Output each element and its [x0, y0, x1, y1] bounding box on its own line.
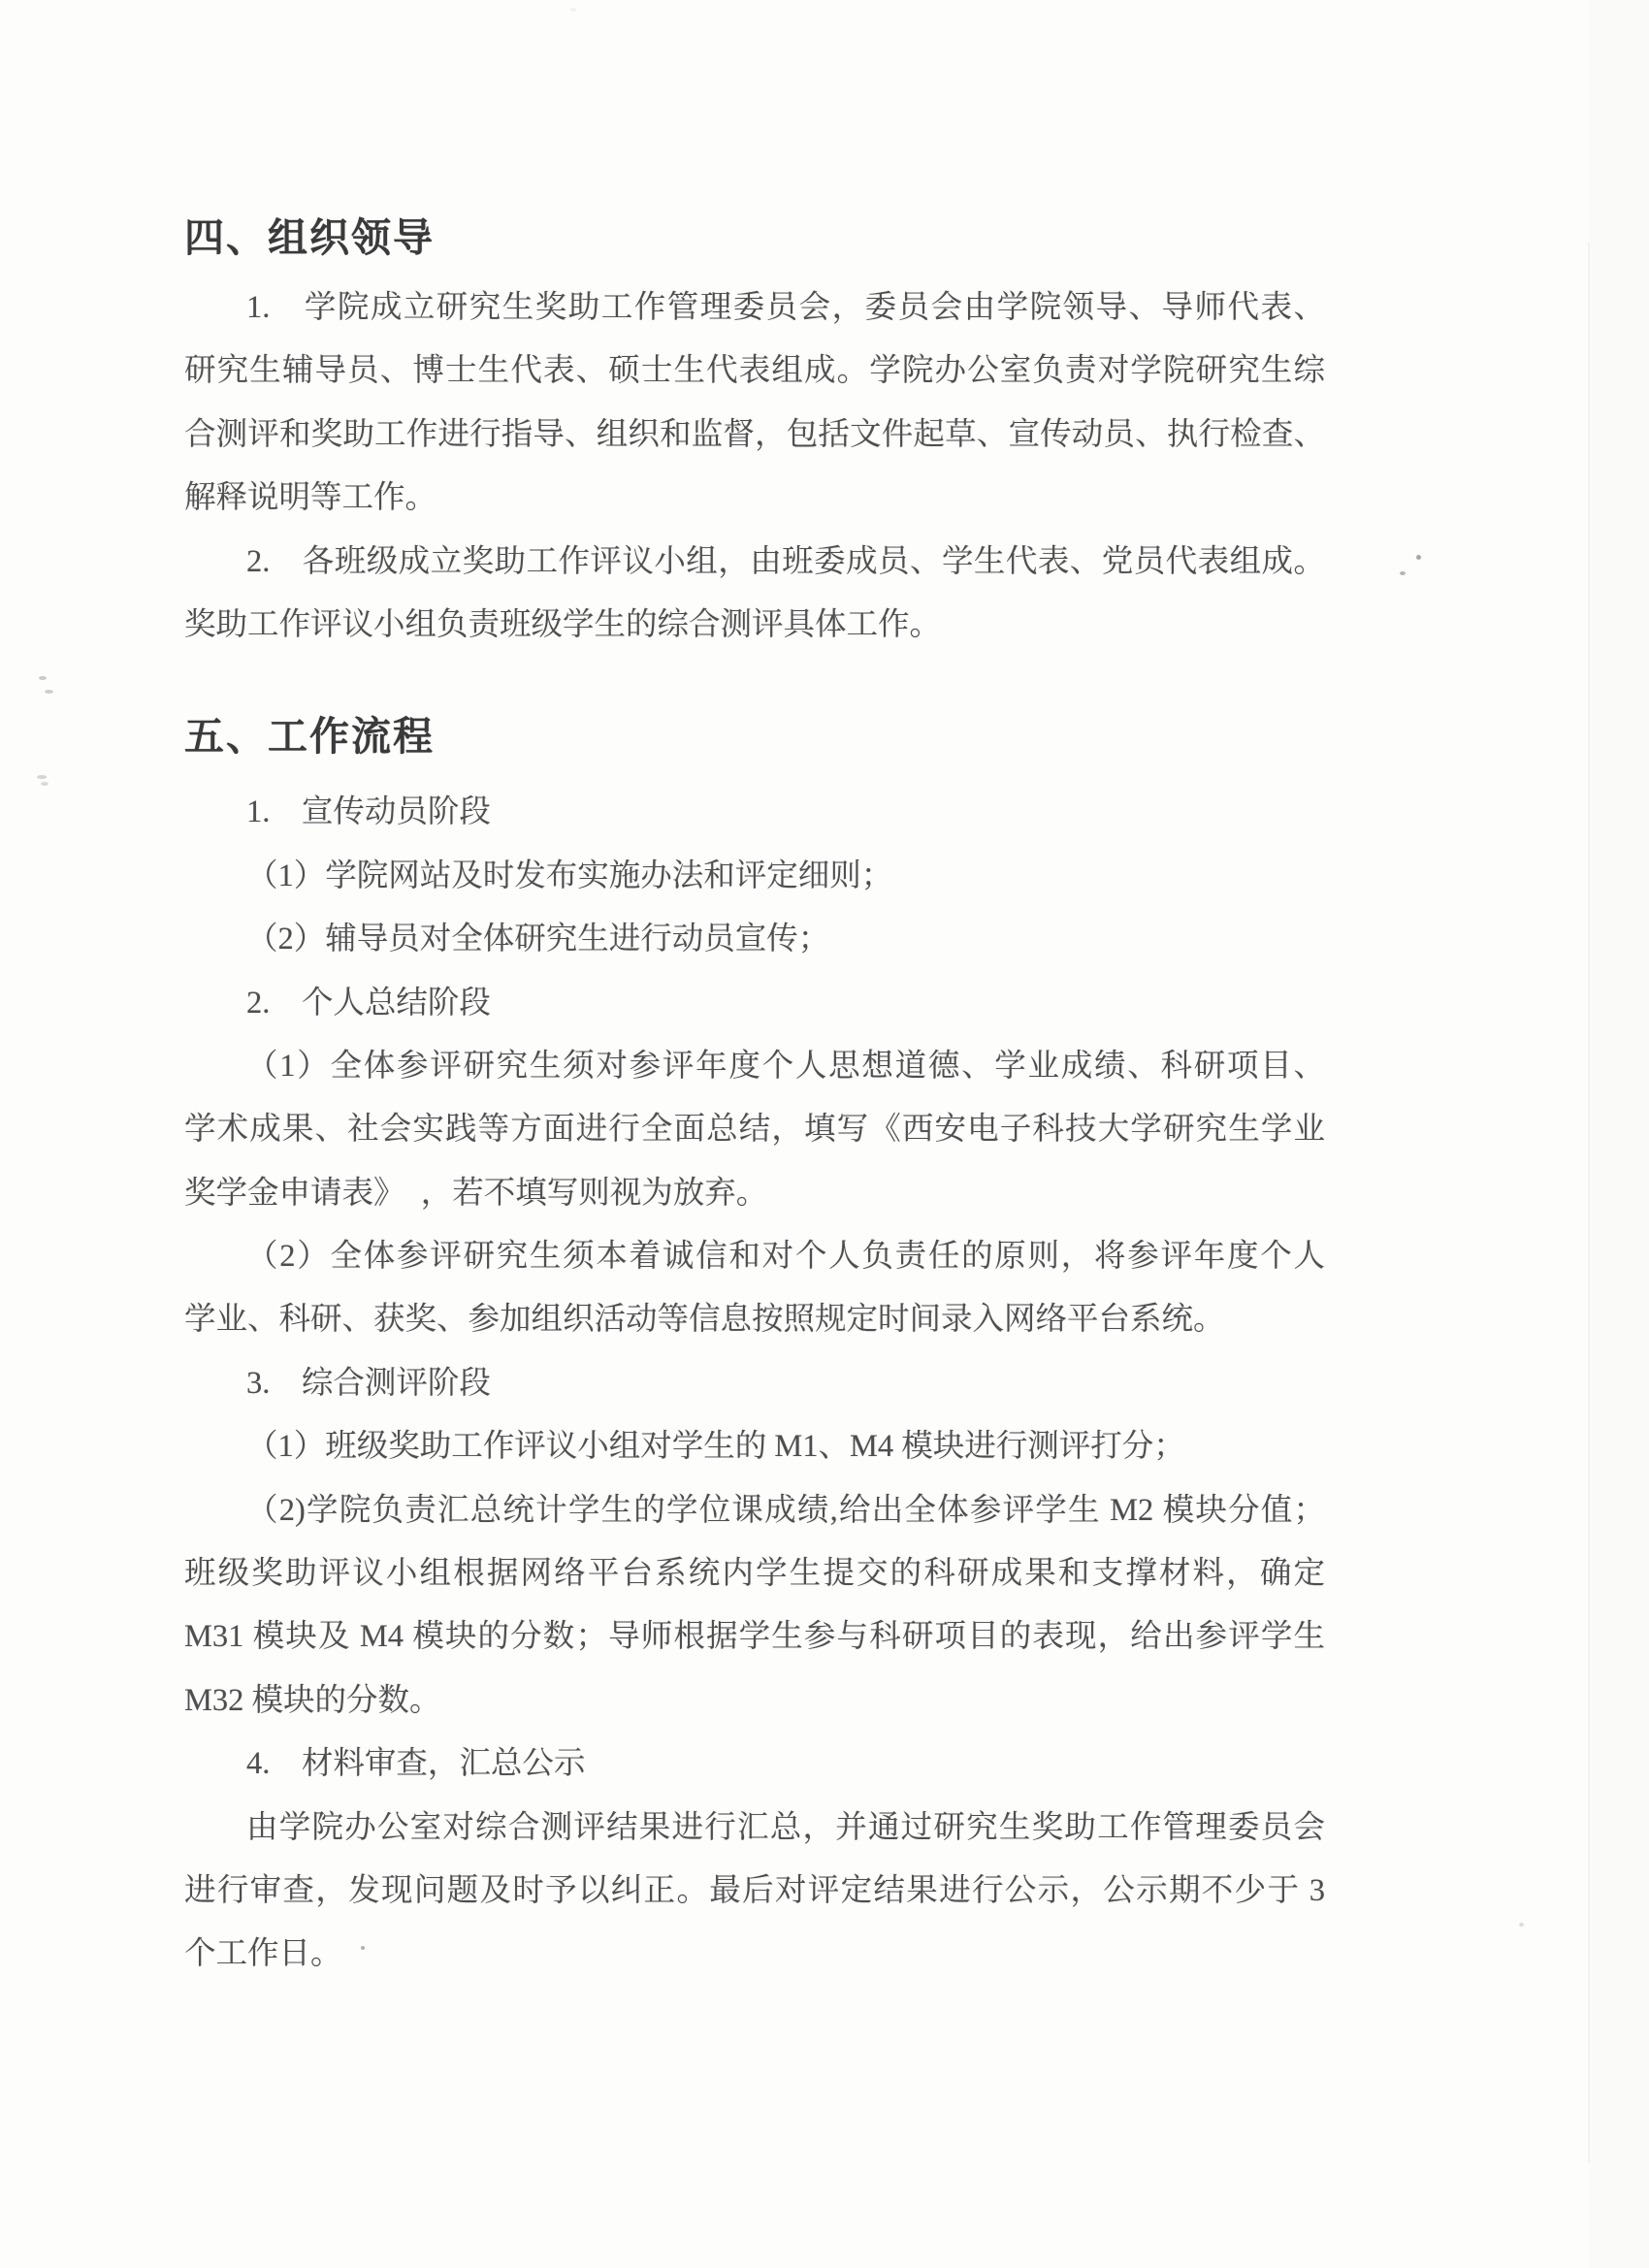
scan-edge-line — [1588, 243, 1590, 2163]
text-line: （1）学院网站及时发布实施办法和评定细则； — [246, 858, 893, 893]
scan-speck — [39, 676, 47, 680]
text-line: 奖助工作评议小组负责班级学生的综合测评具体工作。 — [184, 606, 942, 642]
text-line: （1）全体参评研究生须对参评年度个人思想道德、学业成绩、科研项目、 — [246, 1048, 1325, 1084]
section-workflow-lines — [184, 781, 1325, 1986]
scan-speck — [37, 775, 47, 779]
text-line: 学业、科研、获奖、参加组织活动等信息按照规定时间录入网络平台系统。 — [184, 1302, 1225, 1338]
section-organization-lines — [184, 276, 1325, 657]
text-line: M31 模块及 M4 模块的分数；导师根据学生参与科研项目的表现，给出参评学生 — [184, 1619, 1325, 1655]
text-line: M32 模块的分数。 — [184, 1682, 441, 1718]
text-line: 解释说明等工作。 — [184, 480, 437, 516]
document-body — [184, 199, 1325, 1987]
text-line: 合测评和奖助工作进行指导、组织和监督，包括文件起草、宣传动员、执行检查、 — [184, 416, 1325, 452]
section-heading-organization: 四、组织领导 — [184, 215, 435, 260]
text-line: 2. 个人总结阶段 — [246, 985, 491, 1021]
text-line: 个工作日。 — [184, 1936, 342, 1972]
text-line: （2)学院负责汇总统计学生的学位课成绩,给出全体参评学生 M2 模块分值； — [246, 1492, 1325, 1528]
text-line: 4. 材料审查，汇总公示 — [246, 1746, 586, 1782]
scan-speck — [361, 1946, 365, 1950]
scan-speck — [1400, 571, 1406, 575]
text-line: （2）辅导员对全体研究生进行动员宣传； — [246, 922, 830, 957]
text-line: 奖学金申请表》 ，若不填写则视为放弃。 — [184, 1175, 768, 1211]
scan-speck — [41, 782, 48, 786]
scan-speck — [570, 8, 576, 12]
text-line: （2）全体参评研究生须本着诚信和对个人负责任的原则，将参评年度个人 — [246, 1239, 1325, 1275]
scan-speck — [1416, 555, 1421, 560]
text-line: 1. 学院成立研究生奖助工作管理委员会，委员会由学院领导、导师代表、 — [246, 290, 1325, 325]
text-line: 研究生辅导员、博士生代表、硕士生代表组成。学院办公室负责对学院研究生综 — [184, 353, 1325, 389]
scan-speck — [1519, 1923, 1524, 1927]
text-line: 班级奖助评议小组根据网络平台系统内学生提交的科研成果和支撑材料，确定 — [184, 1556, 1325, 1592]
text-line: 1. 宣传动员阶段 — [246, 794, 491, 830]
text-line: 进行审查，发现问题及时予以纠正。最后对评定结果进行公示，公示期不少于 3 — [184, 1872, 1325, 1908]
text-line: 3. 综合测评阶段 — [246, 1365, 491, 1401]
scan-edge-band — [1590, 0, 1649, 2268]
text-line: 2. 各班级成立奖助工作评议小组，由班委成员、学生代表、党员代表组成。 — [246, 543, 1325, 579]
text-line: 由学院办公室对综合测评结果进行汇总，并通过研究生奖助工作管理委员会 — [246, 1809, 1325, 1845]
text-line: （1）班级奖助工作评议小组对学生的 M1、M4 模块进行测评打分； — [246, 1429, 1185, 1465]
text-line: 学术成果、社会实践等方面进行全面总结，填写《西安电子科技大学研究生学业 — [184, 1112, 1325, 1148]
section-heading-workflow: 五、工作流程 — [184, 714, 435, 760]
scan-speck — [45, 690, 53, 694]
